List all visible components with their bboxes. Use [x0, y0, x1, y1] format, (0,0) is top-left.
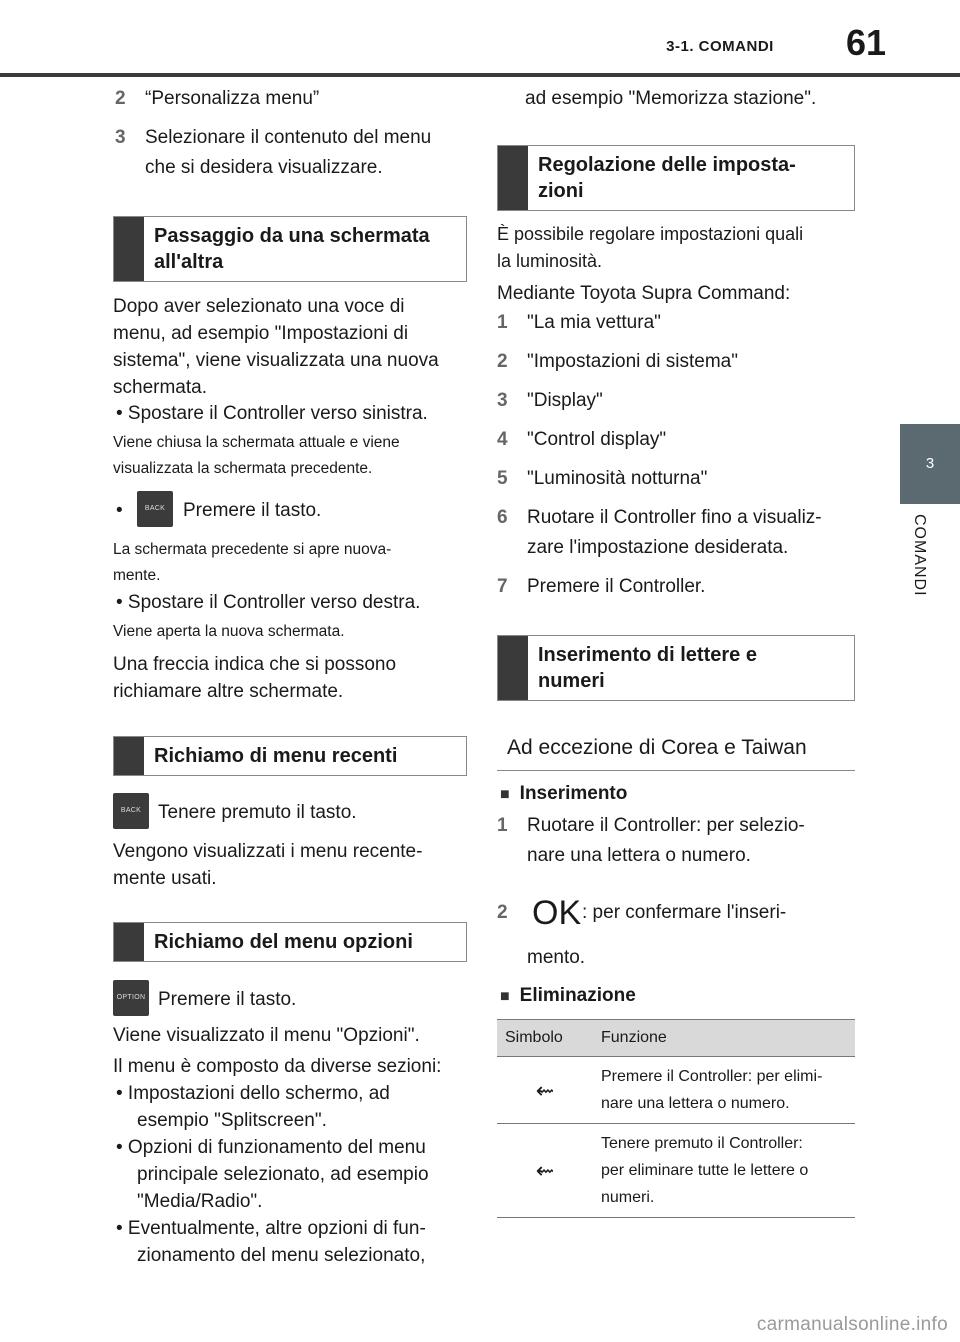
section-passaggio: Passaggio da una schermata all'altra [113, 216, 467, 282]
para-line: Dopo aver selezionato una voce di [113, 296, 405, 317]
list-item: • Eventualmente, altre opzioni di fun- [116, 1218, 426, 1239]
section-recenti: Richiamo di menu recenti [113, 736, 467, 776]
option-key-icon: OPTION [113, 980, 149, 1016]
step-item: 4 "Control display" [497, 429, 667, 450]
bullet-right: • Spostare il Controller verso destra. [116, 592, 421, 613]
section-inserimento: Inserimento di lettere e numeri [497, 635, 855, 701]
para-line: menu, ad esempio "Impostazioni di [113, 323, 409, 344]
para-line: schermata. [113, 377, 207, 398]
para-line: la luminosità. [497, 251, 603, 271]
col-funzione: Funzione [593, 1020, 855, 1057]
para-line: Il menu è composto da diverse sezioni: [113, 1056, 442, 1077]
subheading-eliminazione: ■ Eliminazione [500, 985, 636, 1006]
step-item: 2 "Impostazioni di sistema" [497, 351, 738, 372]
para-line: mente usati. [113, 868, 217, 889]
region-rule [497, 770, 855, 771]
watermark: carmanualsonline.info [756, 1314, 948, 1335]
para-line: richiamare altre schermate. [113, 681, 344, 702]
table-cell: Tenere premuto il Controller: per eliminare tutte le lettere o numeri. [593, 1124, 855, 1218]
list-item: • Impostazioni dello schermo, ad [116, 1083, 390, 1104]
para-line: Vengono visualizzati i menu recente- [113, 841, 423, 862]
step-3-cont: che si desidera visualizzare. [145, 157, 383, 178]
step-item: 3 "Display" [497, 390, 603, 411]
chapter-label: COMANDI [911, 514, 928, 597]
step-item-text: : per confermare l'inseri- [582, 902, 787, 923]
list-item-cont: esempio "Splitscreen". [137, 1110, 327, 1131]
bullet-back-text: Premere il tasto. [183, 500, 322, 521]
step-item-cont: nare una lettera o numero. [527, 845, 751, 866]
step-item-cont: zare l'impostazione desiderata. [527, 537, 789, 558]
region-heading: Ad eccezione di Corea e Taiwan [507, 736, 807, 759]
section-title: 3-1. COMANDI [666, 38, 774, 55]
step-item: 5 "Luminosità notturna" [497, 468, 708, 489]
note-line: Viene chiusa la schermata attuale e viene [113, 434, 400, 451]
step-item: 1 Ruotare il Controller: per selezio- [497, 815, 805, 836]
para-line: Una freccia indica che si possono [113, 654, 397, 675]
list-item-cont: "Media/Radio". [137, 1191, 263, 1212]
chapter-tab: 3 [900, 424, 960, 504]
step-item: 2 [497, 902, 508, 923]
symbol-table [497, 1019, 855, 1218]
subheading-inserimento: ■ Inserimento [500, 783, 628, 804]
bullet-left: • Spostare il Controller verso sinistra. [116, 403, 428, 424]
delete-arrow-icon: ⇜ [497, 1057, 593, 1124]
step-2: 2 “Personalizza menu” [115, 88, 320, 109]
step-item: 7 Premere il Controller. [497, 576, 706, 597]
para-line: Tenere premuto il tasto. [158, 802, 357, 823]
step-3: 3 Selezionare il contenuto del menu [115, 127, 432, 148]
back-key-icon: BACK [137, 491, 173, 527]
list-item-cont: zionamento del menu selezionato, [137, 1245, 426, 1266]
table-header-row [497, 1020, 855, 1057]
note-line: visualizzata la schermata precedente. [113, 460, 373, 477]
back-key-icon: BACK [113, 793, 149, 829]
ok-icon: OK [532, 894, 582, 932]
table-row [497, 1057, 855, 1124]
delete-arrow-icon: ⇜ [497, 1124, 593, 1218]
step-item-cont: mento. [527, 947, 586, 968]
bullet-back: • [116, 500, 123, 521]
para-line: Mediante Toyota Supra Command: [497, 283, 791, 304]
note-line: mente. [113, 567, 161, 584]
table-cell: Premere il Controller: per elimi- nare una lettera o numero. [593, 1057, 855, 1124]
step-item: 6 Ruotare il Controller fino a visualiz- [497, 507, 822, 528]
list-item-cont: principale selezionato, ad esempio [137, 1164, 429, 1185]
para-line: Premere il tasto. [158, 989, 297, 1010]
para-line: sistema", viene visualizzata una nuova [113, 350, 439, 371]
note-line: Viene aperta la nuova schermata. [113, 623, 345, 640]
note-line: La schermata precedente si apre nuova- [113, 541, 392, 558]
section-regolazione: Regolazione delle imposta- zioni [497, 145, 855, 211]
col-simbolo: Simbolo [497, 1020, 593, 1057]
para-line: Viene visualizzato il menu "Opzioni". [113, 1025, 420, 1046]
header-rule [0, 73, 960, 77]
section-opzioni: Richiamo del menu opzioni [113, 922, 467, 962]
table-row [497, 1124, 855, 1218]
list-item: • Opzioni di funzionamento del menu [116, 1137, 426, 1158]
para-line: È possibile regolare impostazioni quali [497, 224, 804, 244]
step-item: 1 "La mia vettura" [497, 312, 661, 333]
page-number: 61 [845, 22, 887, 63]
para-line: ad esempio "Memorizza stazione". [525, 88, 817, 109]
